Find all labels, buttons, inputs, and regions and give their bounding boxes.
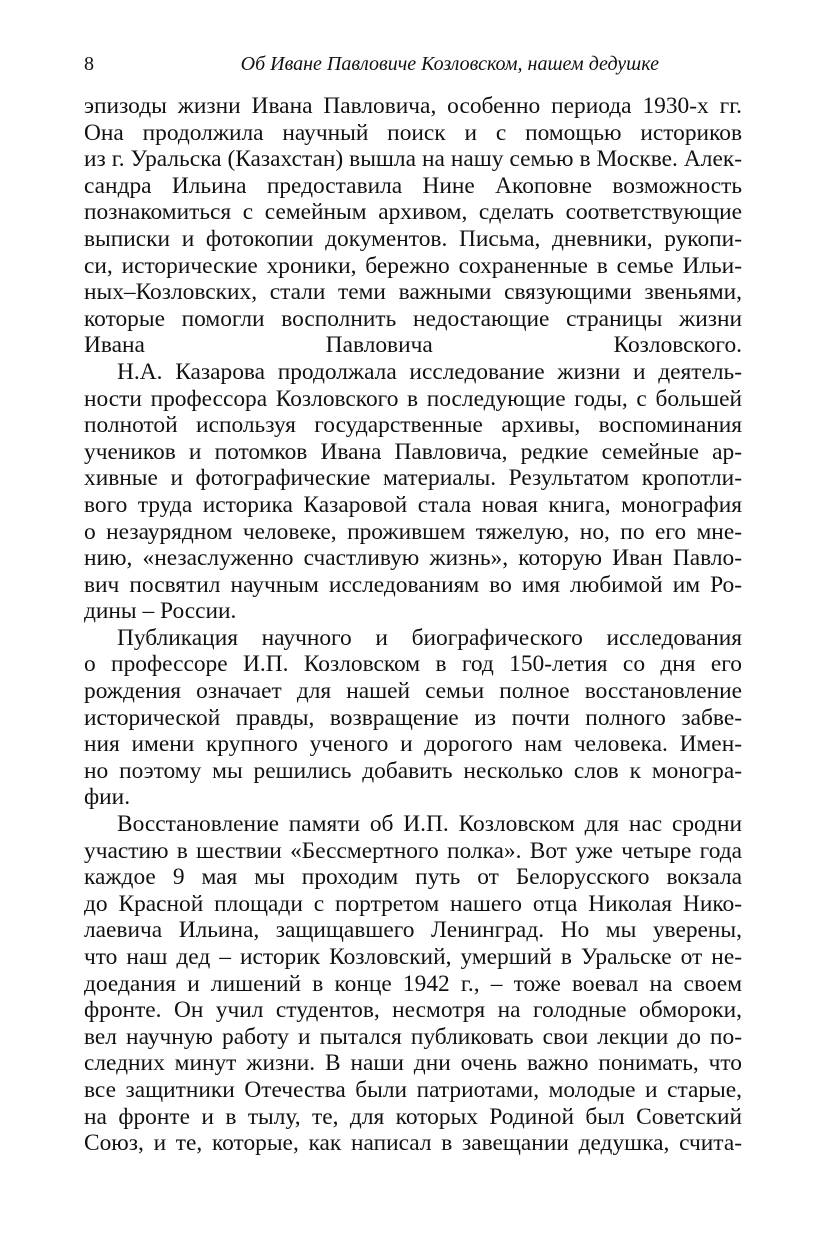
text-line: фронте. Он учил студентов, несмотря на голодные обмороки,: [84, 997, 742, 1024]
text-line: на фронте и в тылу, те, для которых Родиной был Советский: [84, 1103, 742, 1130]
text-line: все защитники Отечества были патриотами, молодые и старые,: [84, 1076, 742, 1103]
text-line: что наш дед – историк Козловский, умерший в Уральске от не-: [84, 944, 742, 970]
text-line: выписки и фотокопии документов. Письма, дневники, рукопи-: [84, 225, 742, 252]
text-line: фии.: [84, 784, 131, 811]
text-line: учеников и потомков Ивана Павловича, редкие семейные ар-: [84, 438, 742, 465]
text-line: эпизоды жизни Ивана Павловича, особенно периода 1930-х гг.: [84, 93, 742, 119]
text-line: си, исторические хроники, бережно сохраненные в семье Ильи-: [84, 252, 742, 279]
text-line: о незаурядном человеке, прожившем тяжелую, но, по его мне-: [84, 518, 742, 545]
text-line: познакомиться с семейным архивом, сделать соответствующие: [84, 199, 742, 226]
text-line: Ивана Павловича Козловского.: [84, 332, 742, 359]
text-line: рождения означает для нашей семьи полное восстановление: [84, 678, 742, 705]
text-line: о профессоре И.П. Козловском в год 150-летия со дня его: [84, 651, 742, 678]
paragraph: [84, 93, 742, 359]
body-text: [84, 93, 742, 1157]
text-line: из г. Уральска (Казахстан) вышла на нашу семью в Москве. Алек-: [84, 146, 742, 173]
text-line: хивные и фотографические материалы. Результатом кропотли-: [84, 465, 742, 492]
text-line: следних минут жизни. В наши дни очень важно понимать, что: [84, 1050, 742, 1077]
text-line: Союз, и те, которые, как написал в завещании дедушка, счита-: [84, 1130, 742, 1157]
text-line: нию, «незаслуженно счастливую жизнь», которую Иван Павло-: [84, 545, 742, 572]
text-line: Она продолжила научный поиск и с помощью историков: [84, 119, 742, 146]
text-line: участию в шествии «Бессмертного полка». Вот уже четыре года: [84, 837, 742, 864]
text-line: вого труда историка Казаровой стала новая книга, монография: [84, 491, 742, 518]
text-line: вел научную работу и пытался публиковать свои лекции до по-: [84, 1023, 742, 1050]
running-head: [84, 50, 744, 78]
text-line: дины – России.: [84, 598, 237, 625]
text-line: вич посвятил научным исследованиям во имя любимой им Ро-: [84, 571, 742, 598]
text-line: каждое 9 мая мы проходим путь от Белорусского вокзала: [84, 864, 742, 891]
text-line: Публикация научного и биографического исследования: [117, 624, 742, 651]
text-line: но поэтому мы решились добавить несколько слов к моногра-: [84, 757, 742, 784]
text-line: которые помогли восполнить недостающие страницы жизни: [84, 305, 742, 332]
text-line: ности профессора Козловского в последующие годы, с большей: [84, 385, 742, 412]
text-line: ния имени крупного ученого и дорогого нам человека. Имен-: [84, 731, 742, 758]
text-line: доедания и лишений в конце 1942 г., – тоже воевал на своем: [84, 970, 742, 997]
paragraph: [84, 811, 742, 1157]
text-line: ных–Козловских, стали теми важными связующими звеньями,: [84, 279, 742, 306]
text-line: лаевича Ильина, защищавшего Ленинград. Но мы уверены,: [84, 917, 742, 944]
page-number: 8: [84, 53, 94, 75]
text-line: Н.А. Казарова продолжала исследование жизни и деятель-: [117, 358, 742, 385]
text-line: до Красной площади с портретом нашего отца Николая Нико-: [84, 890, 742, 917]
text-line: сандра Ильина предоставила Нине Акоповне возможность: [84, 172, 742, 199]
paragraph: [84, 359, 742, 625]
text-line: Восстановление памяти об И.П. Козловском для нас сродни: [117, 811, 742, 838]
text-line: полнотой используя государственные архивы, воспоминания: [84, 412, 742, 439]
paragraph: [84, 625, 742, 811]
running-head-title: Об Иване Павловиче Козловском, нашем дедушке: [240, 53, 659, 75]
text-line: исторической правды, возвращение из почти полного забве-: [84, 704, 742, 731]
